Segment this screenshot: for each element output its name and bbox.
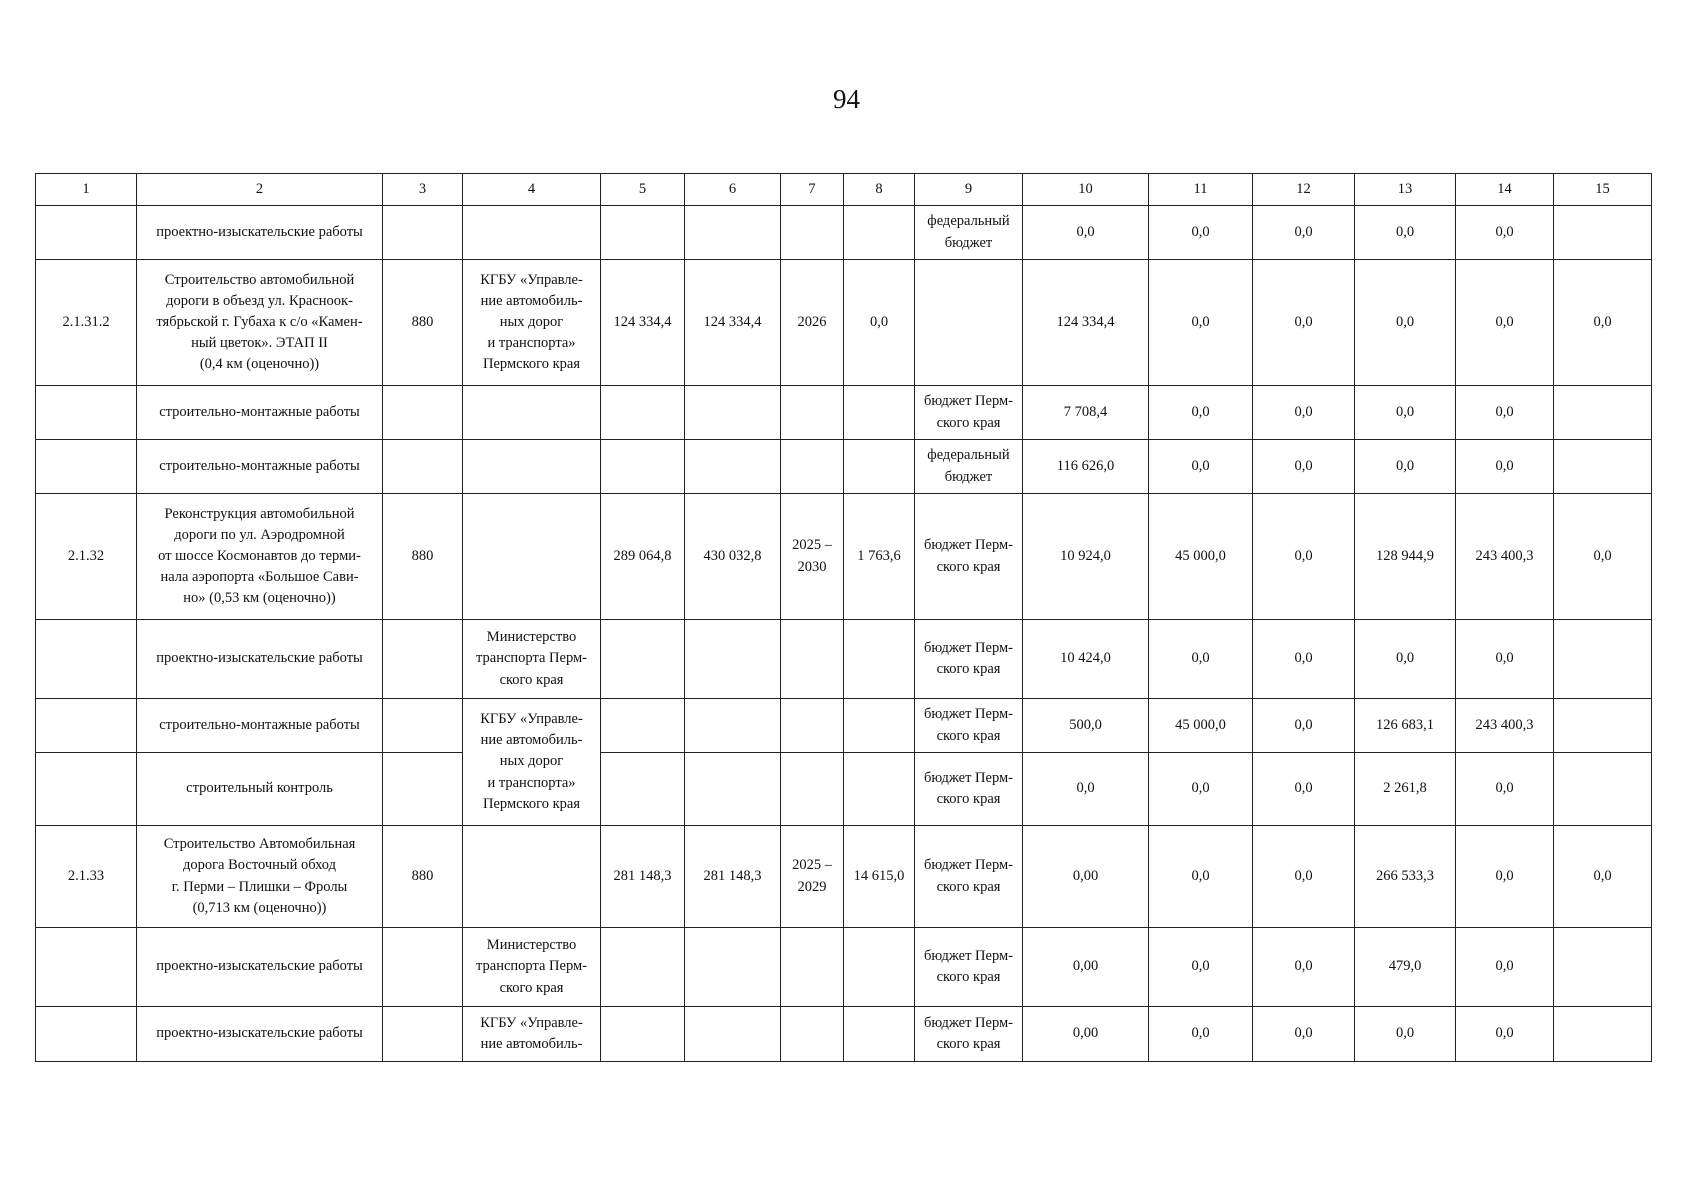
table-row [36,928,1652,1007]
organization-cell: КГБУ «Управле- ние автомобиль- ных дорог и транспорта» Пермского края [463,260,601,386]
table-cell [383,1007,463,1062]
value-cell: 45 000,0 [1149,494,1253,620]
value-cell: 0,0 [1023,206,1149,260]
table-cell: 281 148,3 [601,826,685,928]
value-cell: 0,00 [1023,1007,1149,1062]
value-cell: 116 626,0 [1023,440,1149,494]
table-cell [463,440,601,494]
table-row [36,826,1652,928]
table-cell [685,699,781,753]
value-cell: 0,0 [1149,620,1253,699]
value-cell: 0,0 [1456,753,1554,826]
header-cell: 4 [463,174,601,206]
table-cell: 880 [383,494,463,620]
table-row [36,1007,1652,1062]
value-cell: 10 924,0 [1023,494,1149,620]
table-cell [685,753,781,826]
table-cell: 124 334,4 [685,260,781,386]
object-name-cell: Строительство Автомобильная дорога Восточный обход г. Перми – Плишки – Фролы (0,713 км (оценочно)) [137,826,383,928]
value-cell: 0,0 [1253,386,1355,440]
table-row [36,494,1652,620]
header-cell: 2 [137,174,383,206]
table-cell [781,753,844,826]
table-cell: 0,0 [844,260,915,386]
header-cell: 14 [1456,174,1554,206]
value-cell [1554,386,1652,440]
organization-cell [463,826,601,928]
table-cell [601,753,685,826]
table-cell [685,386,781,440]
organization-cell: Министерство транспорта Перм- ского края [463,928,601,1007]
value-cell [1554,440,1652,494]
work-type-cell: строительно-монтажные работы [137,386,383,440]
value-cell: 0,0 [1253,826,1355,928]
funding-source-cell: бюджет Перм- ского края [915,386,1023,440]
header-cell: 8 [844,174,915,206]
value-cell: 0,0 [1253,206,1355,260]
table-cell [601,620,685,699]
value-cell: 0,00 [1023,928,1149,1007]
table-cell [601,699,685,753]
table-cell [601,440,685,494]
value-cell [1554,1007,1652,1062]
table-cell [463,386,601,440]
table-cell [685,440,781,494]
value-cell [1554,699,1652,753]
code-cell [36,928,137,1007]
value-cell: 0,0 [1149,826,1253,928]
value-cell: 124 334,4 [1023,260,1149,386]
value-cell: 0,0 [1253,260,1355,386]
table-row [36,753,1652,826]
header-cell: 10 [1023,174,1149,206]
code-cell [36,699,137,753]
table-cell [781,386,844,440]
value-cell: 0,0 [1456,440,1554,494]
table-row [36,206,1652,260]
value-cell: 0,0 [1554,494,1652,620]
value-cell: 0,0 [1253,1007,1355,1062]
value-cell: 0,0 [1355,440,1456,494]
value-cell: 0,0 [1456,1007,1554,1062]
value-cell: 0,0 [1456,260,1554,386]
table-cell [781,1007,844,1062]
value-cell: 0,0 [1253,620,1355,699]
table-cell [601,1007,685,1062]
table-cell [685,620,781,699]
object-name-cell: Строительство автомобильной дороги в объезд ул. Красноок- тябрьской г. Губаха к с/о «Камен- ный цветок». ЭТАП II (0,4 км (оценочно)) [137,260,383,386]
header-cell: 6 [685,174,781,206]
table-cell [383,620,463,699]
page-number: 94 [833,84,860,114]
funding-source-cell [915,260,1023,386]
table-cell: 2025 – 2030 [781,494,844,620]
value-cell: 0,0 [1149,753,1253,826]
work-type-cell: проектно-изыскательские работы [137,620,383,699]
header-cell: 3 [383,174,463,206]
value-cell: 0,0 [1355,206,1456,260]
value-cell: 0,0 [1149,928,1253,1007]
value-cell: 0,0 [1456,928,1554,1007]
table-cell [781,699,844,753]
value-cell: 0,0 [1554,826,1652,928]
table-cell [383,440,463,494]
value-cell: 0,0 [1456,826,1554,928]
table-cell [383,386,463,440]
table-cell [844,440,915,494]
value-cell: 0,0 [1355,1007,1456,1062]
table-cell [844,1007,915,1062]
table-cell [781,620,844,699]
table-cell [383,699,463,753]
value-cell: 10 424,0 [1023,620,1149,699]
table-cell [383,206,463,260]
value-cell: 0,0 [1253,699,1355,753]
funding-source-cell: бюджет Перм- ского края [915,753,1023,826]
table-cell [601,928,685,1007]
table-cell [685,1007,781,1062]
value-cell: 126 683,1 [1355,699,1456,753]
value-cell: 0,00 [1023,826,1149,928]
value-cell: 128 944,9 [1355,494,1456,620]
value-cell: 0,0 [1149,440,1253,494]
table-cell [383,753,463,826]
funding-source-cell: бюджет Перм- ского края [915,1007,1023,1062]
header-cell: 9 [915,174,1023,206]
value-cell: 0,0 [1355,620,1456,699]
table-cell: 1 763,6 [844,494,915,620]
organization-cell: КГБУ «Управле- ние автомобиль- [463,1007,601,1062]
work-type-cell: строительно-монтажные работы [137,440,383,494]
value-cell: 45 000,0 [1149,699,1253,753]
table-cell: 14 615,0 [844,826,915,928]
value-cell: 2 261,8 [1355,753,1456,826]
value-cell: 0,0 [1456,206,1554,260]
code-cell [36,386,137,440]
table-cell [844,928,915,1007]
code-cell [36,1007,137,1062]
value-cell: 0,0 [1253,928,1355,1007]
table-cell [383,928,463,1007]
table-header-row [36,174,1652,206]
value-cell: 0,0 [1456,386,1554,440]
value-cell: 7 708,4 [1023,386,1149,440]
code-cell [36,206,137,260]
work-type-cell: проектно-изыскательские работы [137,928,383,1007]
organization-cell: КГБУ «Управле- ние автомобиль- ных дорог и транспорта» Пермского края [463,699,601,826]
value-cell: 0,0 [1149,260,1253,386]
table-cell: 124 334,4 [601,260,685,386]
value-cell [1554,753,1652,826]
table-cell: 2025 – 2029 [781,826,844,928]
value-cell: 0,0 [1456,620,1554,699]
funding-source-cell: бюджет Перм- ского края [915,620,1023,699]
funding-source-cell: бюджет Перм- ского края [915,826,1023,928]
work-type-cell: строительный контроль [137,753,383,826]
header-cell: 7 [781,174,844,206]
value-cell: 243 400,3 [1456,494,1554,620]
table-cell [844,386,915,440]
table-cell [844,699,915,753]
value-cell: 0,0 [1554,260,1652,386]
table-cell [685,928,781,1007]
table-cell [844,620,915,699]
value-cell: 0,0 [1253,440,1355,494]
header-cell: 11 [1149,174,1253,206]
table-cell: 430 032,8 [685,494,781,620]
code-cell [36,440,137,494]
table-cell [781,440,844,494]
organization-cell: Министерство транспорта Перм- ского края [463,620,601,699]
object-name-cell: Реконструкция автомобильной дороги по ул. Аэродромной от шоссе Космонавтов до терми- нала аэропорта «Большое Сави- но» (0,53 км (оценочно)) [137,494,383,620]
value-cell: 0,0 [1149,206,1253,260]
value-cell: 500,0 [1023,699,1149,753]
code-cell [36,753,137,826]
table-row [36,260,1652,386]
value-cell: 0,0 [1355,260,1456,386]
value-cell [1554,928,1652,1007]
value-cell: 0,0 [1149,386,1253,440]
header-cell: 1 [36,174,137,206]
value-cell [1554,206,1652,260]
work-type-cell: строительно-монтажные работы [137,699,383,753]
header-cell: 12 [1253,174,1355,206]
table-cell [844,753,915,826]
table-cell [781,928,844,1007]
table-cell [781,206,844,260]
value-cell: 243 400,3 [1456,699,1554,753]
table-cell [601,206,685,260]
work-type-cell: проектно-изыскательские работы [137,1007,383,1062]
header-cell: 15 [1554,174,1652,206]
table-cell [844,206,915,260]
value-cell: 0,0 [1253,494,1355,620]
code-cell: 2.1.32 [36,494,137,620]
table-cell: 2026 [781,260,844,386]
value-cell: 0,0 [1149,1007,1253,1062]
code-cell: 2.1.31.2 [36,260,137,386]
value-cell: 479,0 [1355,928,1456,1007]
table-cell: 880 [383,260,463,386]
funding-source-cell: федеральный бюджет [915,206,1023,260]
table-row [36,386,1652,440]
value-cell: 0,0 [1253,753,1355,826]
table-row [36,440,1652,494]
value-cell: 266 533,3 [1355,826,1456,928]
value-cell [1554,620,1652,699]
code-cell: 2.1.33 [36,826,137,928]
value-cell: 0,0 [1355,386,1456,440]
header-cell: 5 [601,174,685,206]
funding-source-cell: бюджет Перм- ского края [915,699,1023,753]
table-cell [685,206,781,260]
funding-source-cell: бюджет Перм- ского края [915,928,1023,1007]
value-cell: 0,0 [1023,753,1149,826]
table-cell: 880 [383,826,463,928]
work-type-cell: проектно-изыскательские работы [137,206,383,260]
code-cell [36,620,137,699]
table-cell [463,206,601,260]
funding-source-cell: бюджет Перм- ского края [915,494,1023,620]
table-cell [601,386,685,440]
table-cell: 289 064,8 [601,494,685,620]
table-row [36,699,1652,753]
table-cell: 281 148,3 [685,826,781,928]
funding-source-cell: федеральный бюджет [915,440,1023,494]
header-cell: 13 [1355,174,1456,206]
budget-table [35,173,1652,1062]
table-row [36,620,1652,699]
organization-cell [463,494,601,620]
